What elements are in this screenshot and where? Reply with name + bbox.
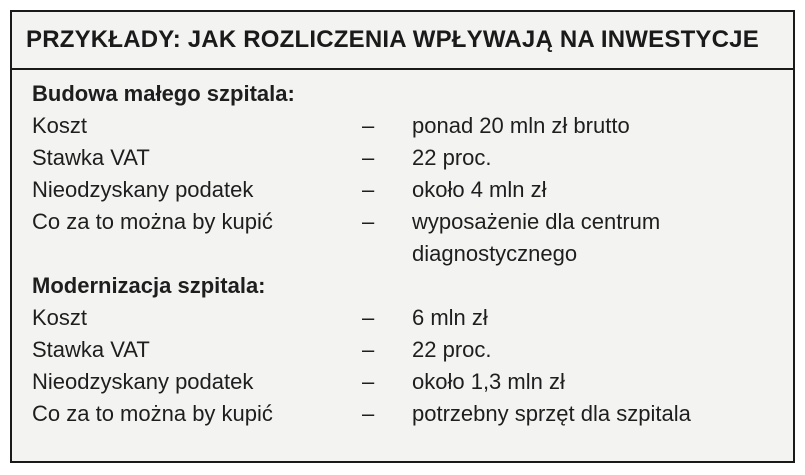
row-dash: – (362, 113, 375, 138)
row-label: Nieodzyskany podatek (32, 177, 254, 202)
row-label: Co za to można by kupić (32, 401, 273, 426)
row-cost (32, 302, 793, 334)
row-label: Koszt (32, 305, 88, 330)
row-vat-rate (32, 142, 793, 174)
info-box (10, 10, 795, 463)
row-dash: – (362, 145, 375, 170)
row-dash: – (362, 209, 375, 234)
section-new-hospital (32, 78, 793, 270)
row-unrecovered-tax (32, 366, 793, 398)
row-what-to-buy (32, 206, 793, 270)
row-label: Stawka VAT (32, 337, 150, 362)
section-modernization (32, 270, 793, 430)
row-vat-rate (32, 334, 793, 366)
row-value (412, 398, 793, 430)
row-dash: – (362, 177, 375, 202)
row-value-line: wyposażenie dla centrum (412, 209, 661, 234)
row-value (412, 334, 793, 366)
row-value (412, 110, 793, 142)
row-dash: – (362, 369, 375, 394)
row-label: Koszt (32, 113, 88, 138)
section-title: Budowa małego szpitala: (32, 81, 295, 106)
row-label: Nieodzyskany podatek (32, 369, 254, 394)
row-cost (32, 110, 793, 142)
row-value-line: około 4 mln zł (412, 177, 547, 202)
row-dash: – (362, 401, 375, 426)
row-value-line: 22 proc. (412, 337, 492, 362)
row-dash: – (362, 337, 375, 362)
row-value (412, 142, 793, 174)
row-value-line: ponad 20 mln zł brutto (412, 113, 630, 138)
section-title: Modernizacja szpitala: (32, 273, 266, 298)
row-unrecovered-tax (32, 174, 793, 206)
row-value (412, 174, 793, 206)
row-value-line: 22 proc. (412, 145, 492, 170)
row-value-line: około 1,3 mln zł (412, 369, 565, 394)
row-label: Stawka VAT (32, 145, 150, 170)
row-label: Co za to można by kupić (32, 209, 273, 234)
row-value-line: diagnostycznego (412, 241, 578, 266)
box-body (12, 70, 793, 430)
row-value-line: 6 mln zł (412, 305, 488, 330)
row-value (412, 206, 793, 270)
row-value-line: potrzebny sprzęt dla szpitala (412, 401, 691, 426)
row-value (412, 366, 793, 398)
row-value (412, 302, 793, 334)
row-what-to-buy (32, 398, 793, 430)
box-title: PRZYKŁADY: JAK ROZLICZENIA WPŁYWAJĄ NA INWESTYCJE (26, 26, 759, 53)
row-dash: – (362, 305, 375, 330)
